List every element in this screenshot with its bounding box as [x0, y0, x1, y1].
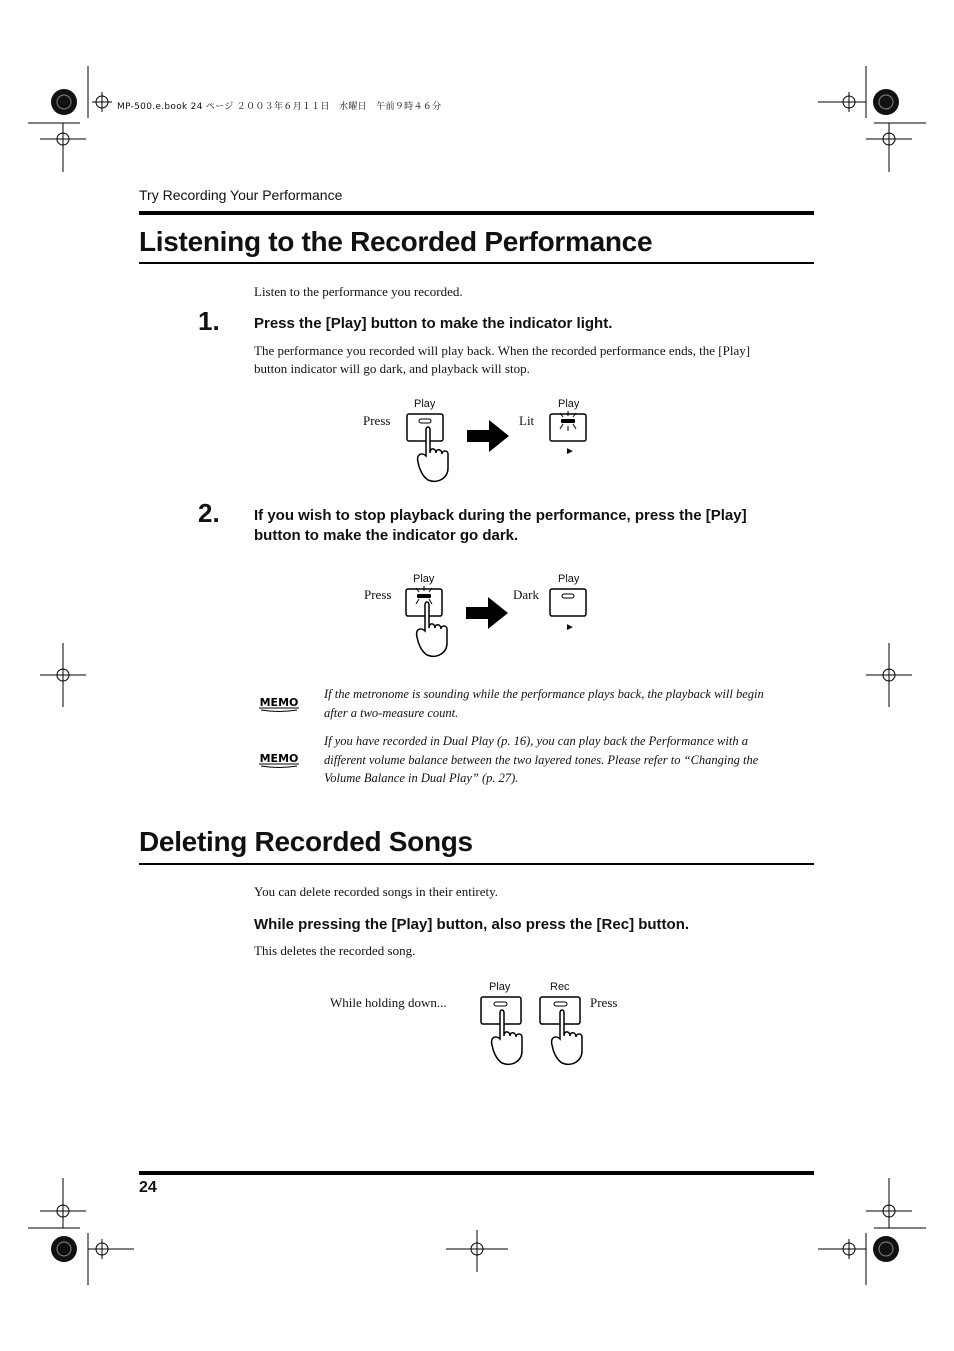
press-label: Press: [364, 587, 392, 602]
play-button-label: Play: [489, 981, 511, 993]
memo-icon-text: MEMO: [259, 752, 299, 765]
play-button-lit-hand-icon: [399, 585, 459, 665]
play-button-hand-icon: [400, 410, 460, 490]
holding-label: While holding down...: [330, 995, 447, 1010]
dark-label: Dark: [513, 587, 539, 602]
delete-instruction: While pressing the [Play] button, also press the [Rec] button.: [254, 916, 690, 933]
play-button-label: Play: [558, 398, 580, 410]
page-number: 24: [139, 1179, 157, 1196]
running-head: Try Recording Your Performance: [139, 187, 343, 203]
section-title-deleting: Deleting Recorded Songs: [139, 826, 473, 857]
play-button-lit-icon: [544, 410, 594, 450]
memo-icon-text: MEMO: [259, 696, 299, 709]
step-instruction: Press the [Play] button to make the indicator light.: [254, 315, 613, 332]
file-info: MP-500.e.book 24 ページ ２００３年６月１１日 水曜日 午前９時４６分: [117, 102, 442, 112]
arrow-right-icon: [467, 420, 511, 452]
memo-icon: [257, 691, 301, 713]
header-rule: [139, 211, 814, 215]
play-symbol: ►: [565, 622, 575, 633]
delete-result: This deletes the recorded song.: [254, 943, 416, 958]
memo-text: If the metronome is sounding while the performance plays back, the playback will begin after a two-measure count.: [324, 687, 764, 720]
arrow-right-icon: [466, 597, 510, 629]
section2-intro: You can delete recorded songs in their entirety.: [254, 884, 499, 899]
rec-button-hand-icon: [534, 993, 594, 1073]
press-label: Press: [363, 413, 391, 428]
press-label: Press: [590, 995, 618, 1010]
rec-button-label: Rec: [550, 981, 570, 993]
play-button-label: Play: [414, 398, 436, 410]
lit-label: Lit: [519, 413, 535, 428]
play-button-hand-icon: [474, 993, 534, 1073]
memo-icon: [257, 747, 301, 769]
section-title-rule: [139, 863, 814, 865]
play-symbol: ►: [565, 446, 575, 457]
step-number: 2.: [198, 498, 220, 528]
step-description: The performance you recorded will play back. When the recorded performance ends, the [Play] button indicator will go dark, and playback will stop.: [254, 343, 751, 376]
section-title-listening: Listening to the Recorded Performance: [139, 226, 653, 257]
play-button-dark-icon: [544, 585, 594, 625]
section-title-rule: [139, 262, 814, 264]
play-button-label: Play: [558, 573, 580, 585]
memo-text: If you have recorded in Dual Play (p. 16), you can play back the Performance with a different volume balance between the two layered tones. Please refer to “Changing the Volume Balance in Dual Play” (p. 27).: [324, 734, 759, 785]
play-button-label: Play: [413, 573, 435, 585]
section1-intro: Listen to the performance you recorded.: [254, 284, 463, 299]
step-instruction: If you wish to stop playback during the performance, press the [Play] button to make the indicator go dark.: [254, 507, 747, 544]
footer-rule: [139, 1171, 814, 1175]
step-number: 1.: [198, 306, 220, 336]
